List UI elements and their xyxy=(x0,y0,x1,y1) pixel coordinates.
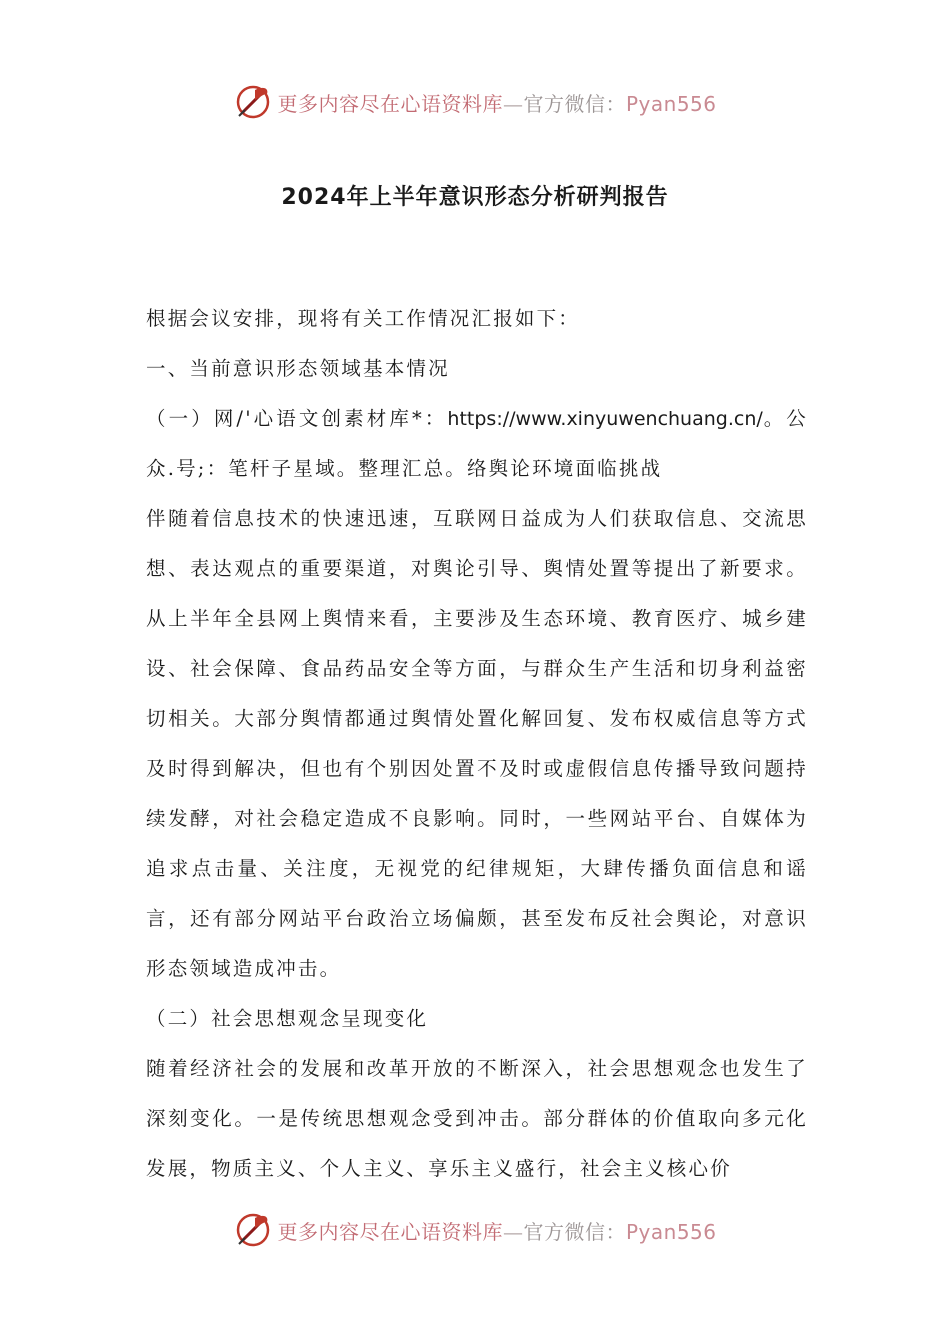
footer-watermark xyxy=(0,1208,950,1252)
watermark-side-text: 官方微信： xyxy=(523,91,626,116)
watermark-dash: — xyxy=(502,1219,524,1244)
section-1-heading: 一、当前意识形态领域基本情况 xyxy=(146,357,450,380)
document-title: 2024年上半年意识形态分析研判报告 xyxy=(281,185,669,210)
quill-logo-icon xyxy=(233,82,273,122)
subsection-1-heading xyxy=(146,394,808,494)
quill-logo-icon xyxy=(233,1210,273,1250)
subsection-1-suffix: 。公众.号;：笔杆子星域。整理汇总。络舆论环境面临挑战 xyxy=(146,407,808,480)
intro-paragraph: 根据会议安排，现将有关工作情况汇报如下： xyxy=(146,307,581,330)
watermark-wechat-id: Pyan556 xyxy=(625,91,717,116)
subsection-2-heading: （二）社会思想观念呈现变化 xyxy=(146,1007,429,1030)
watermark-dash: — xyxy=(502,91,524,116)
subsection-1-prefix: （一）网/'心语文创素材库*： xyxy=(146,407,448,430)
paragraph-2: 随着经济社会的发展和改革开放的不断深入，社会思想观念也发生了深刻变化。一是传统思想观念受到冲击。部分群体的价值取向多元化发展，物质主义、个人主义、享乐主义盛行，社会主义核心价 xyxy=(146,1057,808,1180)
document-body xyxy=(146,294,808,1194)
watermark-wechat-id: Pyan556 xyxy=(625,1219,717,1244)
paragraph-1: 伴随着信息技术的快速迅速，互联网日益成为人们获取信息、交流思想、表达观点的重要渠道，对舆论引导、舆情处置等提出了新要求。从上半年全县网上舆情来看，主要涉及生态环境、教育医疗、城乡建设、社会保障、食品药品安全等方面，与群众生产生活和切身利益密切相关。大部分舆情都通过舆情处置化解回复、发布权威信息等方式及时得到解决，但也有个别因处置不及时或虚假信息传播导致问题持续发酵，对社会稳定造成不良影响。同时，一些网站平台、自媒体为追求点击量、关注度，无视党的纪律规矩，大肆传播负面信息和谣言，还有部分网站平台政治立场偏颇，甚至发布反社会舆论，对意识形态领域造成冲击。 xyxy=(146,507,808,980)
watermark-main-text: 更多内容尽在心语资料库 xyxy=(277,1219,503,1244)
source-url-link[interactable]: https://www.xinyuwenchuang.cn/ xyxy=(447,408,763,430)
watermark-main-text: 更多内容尽在心语资料库 xyxy=(277,91,503,116)
watermark-side-text: 官方微信： xyxy=(523,1219,626,1244)
header-watermark xyxy=(0,80,950,124)
